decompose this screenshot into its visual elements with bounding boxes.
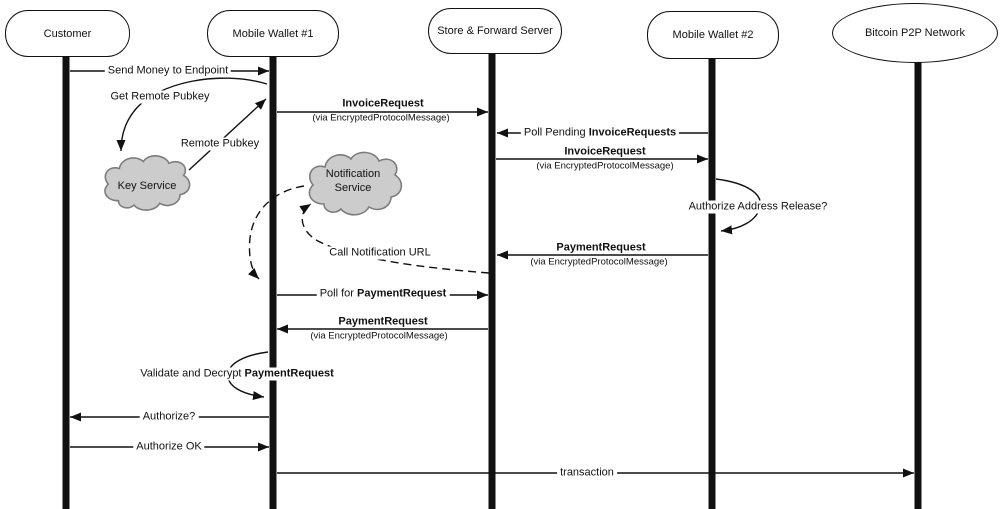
message-invoice-request-1: InvoiceRequest (342, 97, 424, 110)
message-authorize-ok: Authorize OK (133, 441, 204, 454)
actor-customer (5, 10, 130, 57)
actor-mobile-wallet-1 (207, 10, 339, 57)
message-validate-decrypt: Validate and Decrypt PaymentRequest (137, 368, 337, 381)
actor-mobile-wallet-2-label: Mobile Wallet #2 (672, 29, 754, 41)
message-invoice-request-1-sub: (via EncryptedProtocolMessage) (312, 112, 450, 124)
message-authorize-address-release: Authorize Address Release? (686, 201, 831, 214)
message-poll-for-payment: Poll for PaymentRequest (317, 288, 450, 301)
arrow-call-notification-url (302, 204, 489, 273)
message-transaction: transaction (557, 467, 617, 480)
actor-store-forward-server-label: Store & Forward Server (437, 25, 553, 37)
message-payment-request-2: PaymentRequest (338, 315, 428, 328)
actor-store-forward-server (428, 8, 562, 54)
message-payment-request-2-sub: (via EncryptedProtocolMessage) (310, 330, 448, 342)
arrow-remote-pubkey (189, 99, 266, 170)
actor-customer-label: Customer (43, 27, 92, 40)
actor-bitcoin-p2p-network-label: Bitcoin P2P Network (864, 27, 966, 39)
actor-mobile-wallet-2 (647, 11, 779, 59)
message-payment-request-1: PaymentRequest (556, 241, 646, 254)
message-poll-pending: Poll Pending InvoiceRequests (521, 127, 679, 140)
actor-bitcoin-p2p-network (832, 3, 998, 63)
message-call-notification-url: Call Notification URL (326, 247, 433, 260)
cloud-key-service-label: Key Service (117, 180, 177, 192)
message-get-remote-pubkey: Get Remote Pubkey (107, 91, 212, 104)
message-invoice-request-2-sub: (via EncryptedProtocolMessage) (536, 160, 674, 172)
message-payment-request-1-sub: (via EncryptedProtocolMessage) (530, 256, 668, 268)
cloud-notification-service-label: Notification Service (325, 168, 381, 194)
arrow-notification-callback (249, 186, 304, 279)
actor-mobile-wallet-1-label: Mobile Wallet #1 (232, 27, 314, 40)
message-send-money: Send Money to Endpoint (105, 65, 231, 78)
message-invoice-request-2: InvoiceRequest (564, 145, 646, 158)
message-remote-pubkey: Remote Pubkey (178, 138, 262, 151)
message-authorize-q: Authorize? (140, 411, 199, 424)
